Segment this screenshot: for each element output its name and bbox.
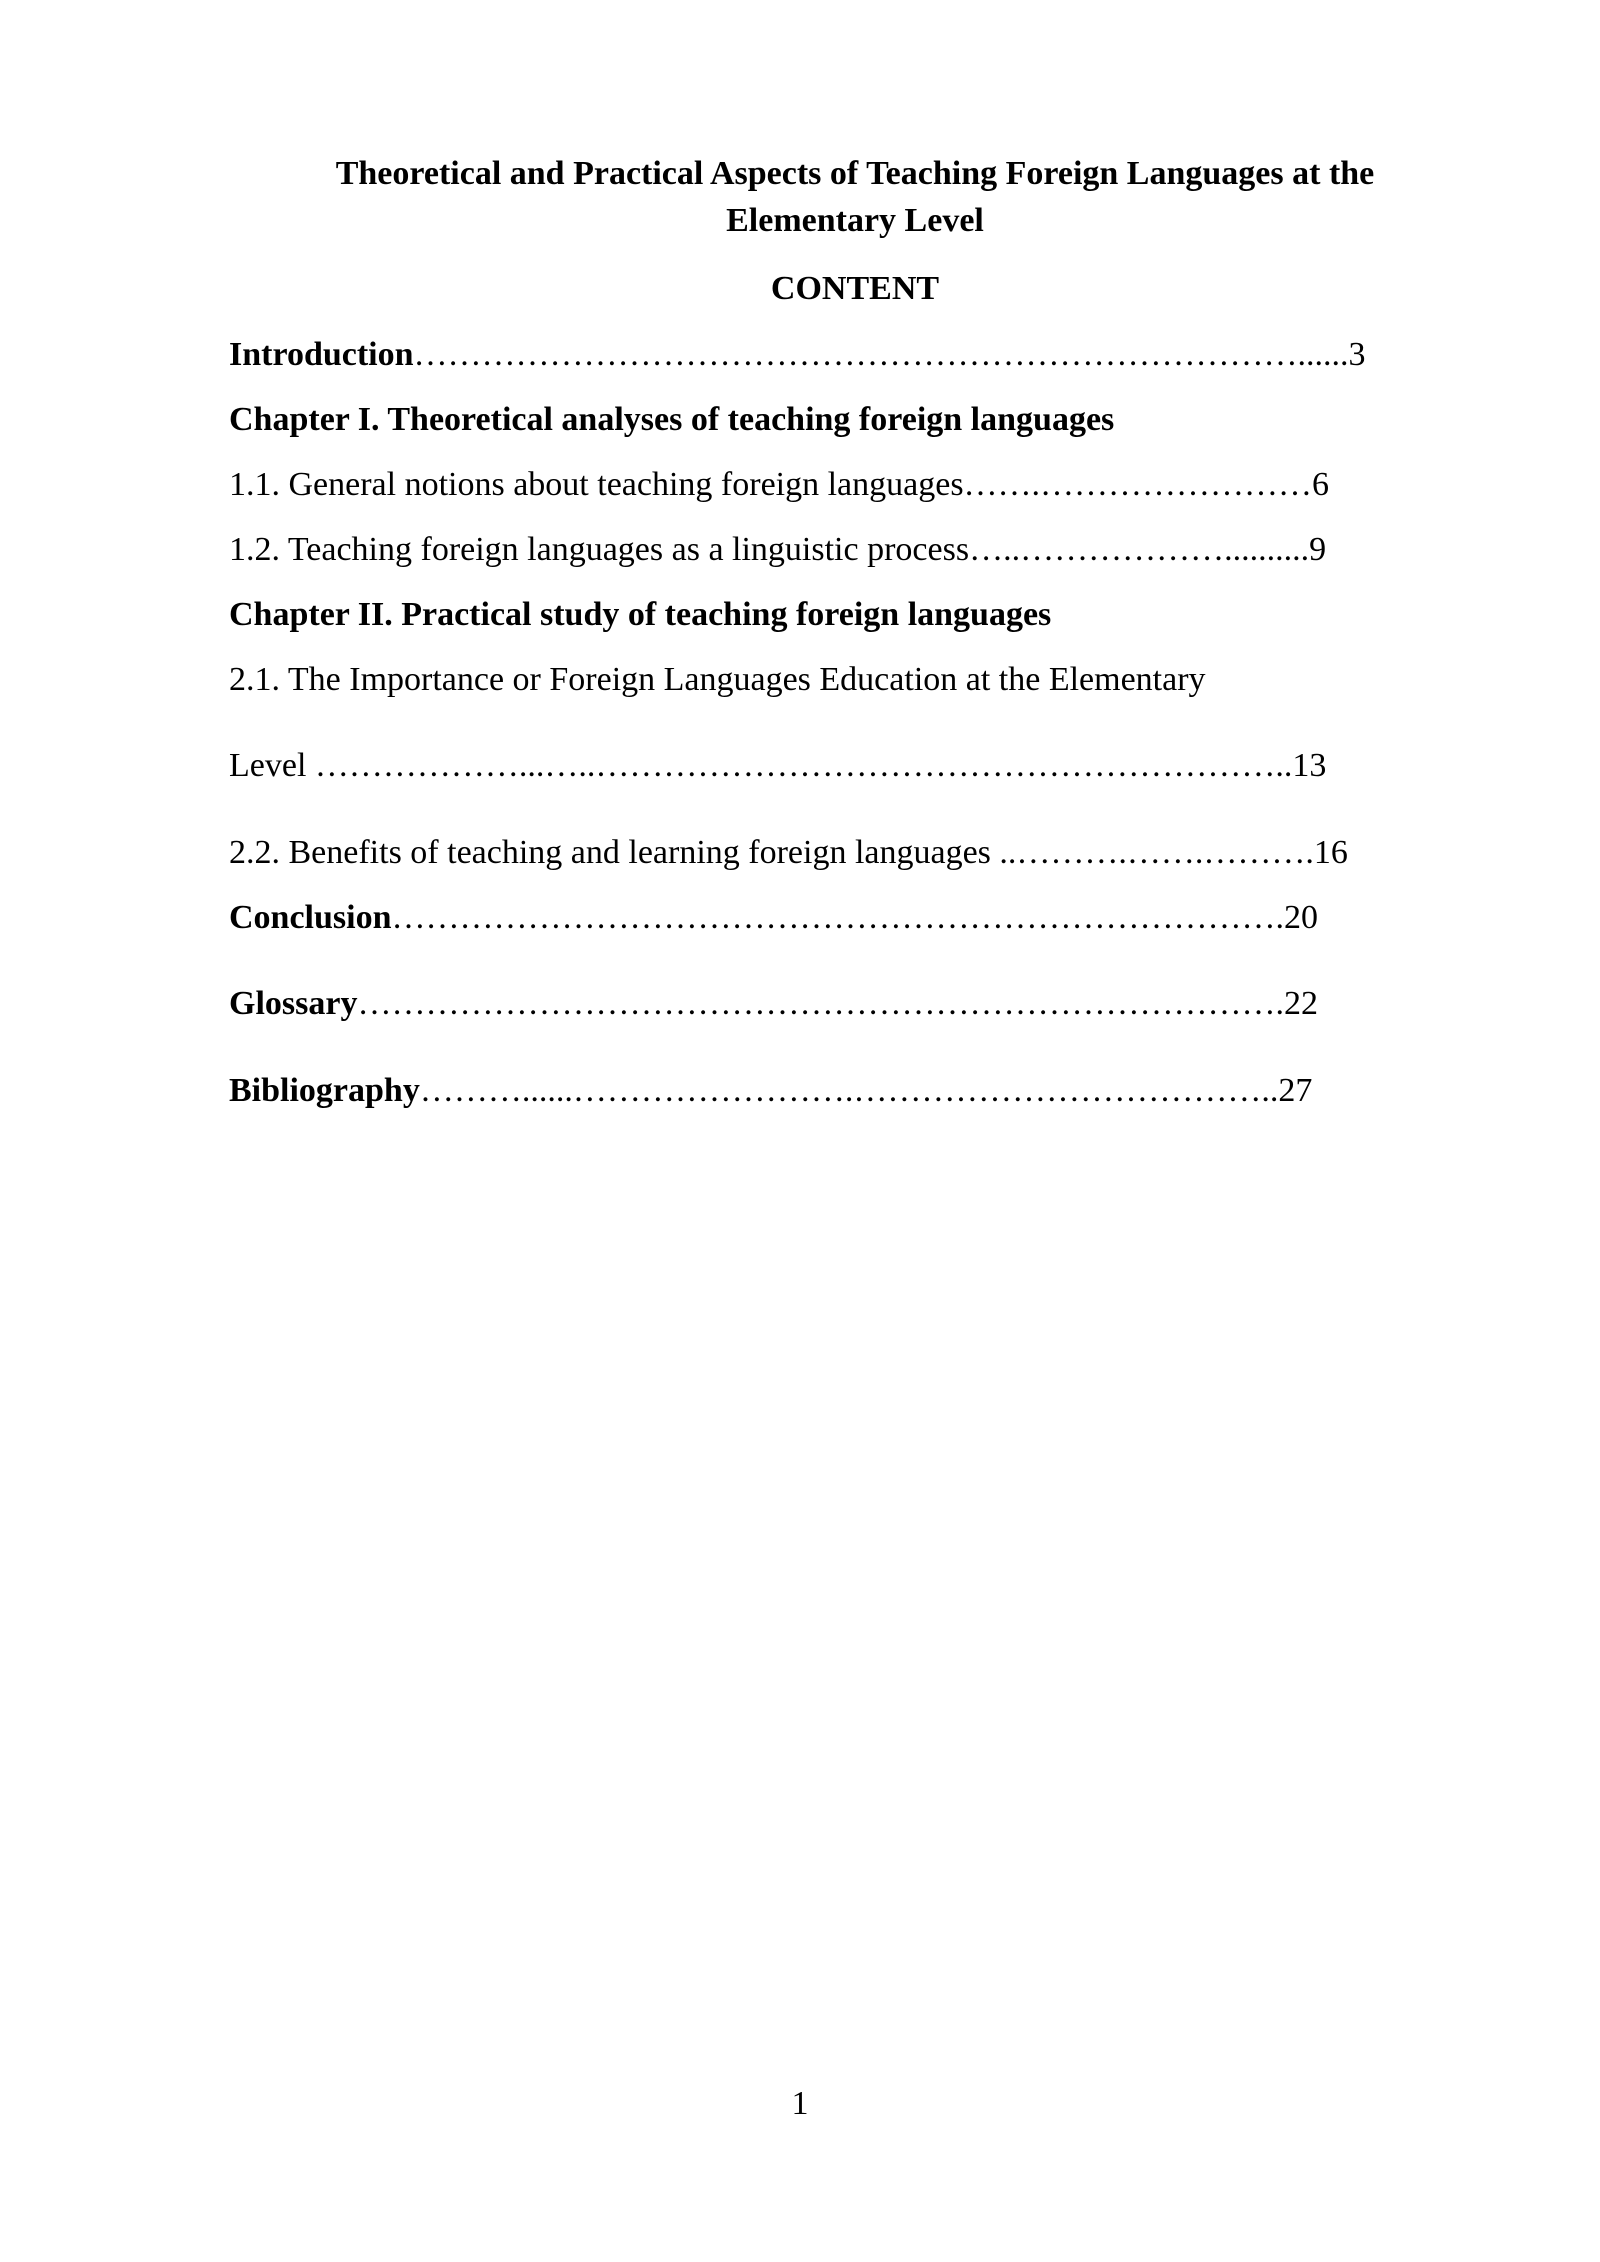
toc-entry-glossary — [229, 980, 1318, 1027]
page-number: 1 — [791, 2085, 809, 2122]
toc-entry-chapter-2: Chapter II. Practical study of teaching foreign languages — [229, 596, 1052, 633]
toc-entry-introduction-page: ……………………………………………………………………......3 — [413, 336, 1366, 373]
toc-entry-introduction-label: Introduction — [229, 336, 414, 373]
toc-entry-2-2: 2.2. Benefits of teaching and learning foreign languages ..……….…….……….16 — [229, 834, 1348, 871]
toc-entry-glossary-label: Glossary — [229, 985, 358, 1022]
toc-entry-chapter-1: Chapter I. Theoretical analyses of teaching foreign languages — [229, 401, 1115, 438]
toc-entry-2-1-line-2: Level ………………...…..……………………………………………………..13 — [229, 747, 1327, 784]
toc-entry-bibliography-page: ………......…………………….………………………………..27 — [419, 1072, 1313, 1109]
toc-entry-2-1-line-1: 2.1. The Importance or Foreign Languages Education at the Elementary — [229, 661, 1206, 698]
toc-entry-conclusion-label: Conclusion — [229, 899, 392, 936]
toc-entry-1-2: 1.2. Teaching foreign languages as a linguistic process…..………………..........9 — [229, 531, 1327, 568]
toc-entry-introduction — [229, 331, 1366, 378]
toc-entry-bibliography — [229, 1067, 1312, 1114]
toc-entry-conclusion — [229, 894, 1318, 941]
document-title-line-2: Elementary Level — [726, 202, 984, 239]
document-title-line-1: Theoretical and Practical Aspects of Teaching Foreign Languages at the — [335, 155, 1375, 192]
toc-entry-bibliography-label: Bibliography — [229, 1072, 420, 1109]
content-heading: CONTENT — [770, 270, 940, 307]
toc-entry-1-1: 1.1. General notions about teaching foreign languages…….……………………6 — [229, 466, 1330, 503]
document-title — [200, 150, 1510, 244]
toc-entry-glossary-page: ……………………………………………………………………….22 — [357, 985, 1318, 1022]
toc-entry-conclusion-page: …………………………………………………………………….20 — [391, 899, 1318, 936]
